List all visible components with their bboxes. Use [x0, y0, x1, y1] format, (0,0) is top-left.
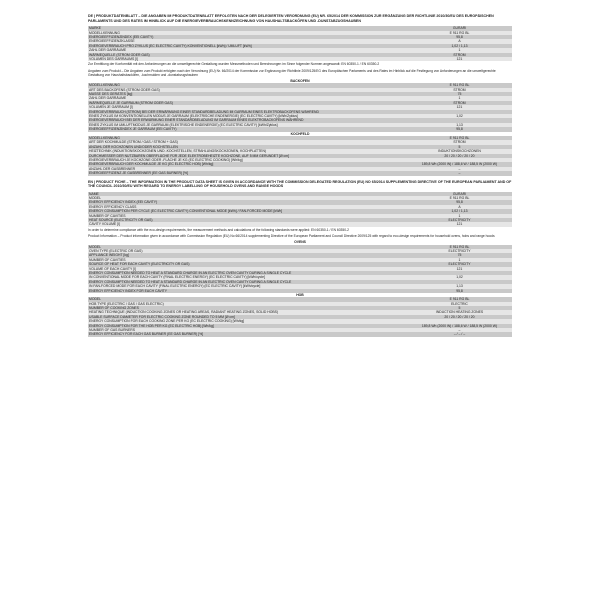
row-label: ENERGY EFFICIENCY INDEX FOR EACH CAVITY: [89, 288, 167, 293]
table-row: [88, 57, 512, 61]
row-label: ZAHL DER GARRÄUME: [89, 96, 127, 101]
row-label: NUMBER OF COOKING ZONES: [89, 306, 139, 311]
row-value: 1,13: [456, 284, 463, 289]
row-value: ELECTRIC: [451, 301, 468, 306]
row-label: VOLUMEN JE GARRAUM [l]: [89, 105, 133, 110]
row-label: ENERGIEVERBRAUCH JE KOCHZONE ODER -FLÄCHE JE KG (EC ELECTRIC COOKING) [Wh/kg]: [89, 157, 243, 162]
row-value: GURARI: [452, 26, 467, 31]
de-oven-section-title: BACKOFEN: [290, 78, 310, 83]
en-energy-label-table: [88, 192, 512, 227]
row-value: 121: [456, 222, 463, 227]
row-value: STROM: [453, 100, 466, 105]
row-label: USABLE SURFACE DIAMETER FOR ELECTRIC COOKING ZONE ROUNDED TO 5 MM [Ø cm]: [89, 314, 235, 319]
de-energy-label-table: [88, 26, 512, 61]
en-hob-table: [88, 297, 512, 337]
row-value: A: [458, 204, 461, 209]
row-label: ZAHL DER GARRÄUME: [89, 48, 127, 53]
row-label: WÄRMEQUELLE JE GARRAUM (STROM ODER GAS): [89, 100, 173, 105]
row-label: ENERGIEVERBRAUCH BEI DER ERWÄRMUNG EINER STANDARDBELADUNG IM GARRAUM EINES ELEKTROBACKOFENS WÄHREND: [89, 118, 304, 123]
row-value: 121: [456, 266, 463, 271]
row-value: E 911 RG BL: [449, 244, 470, 249]
row-value: 1,02: [456, 275, 463, 280]
row-value: – / – / –: [453, 332, 466, 337]
row-value: E 911 RG BL: [449, 297, 470, 302]
row-label: VOLUME OF EACH CAVITY [l]: [89, 266, 136, 271]
row-label: ENERGY CONSUMPTION NEEDED TO HEAT A STANDARD CHARGE IN AN ELECTRIC OVEN CAVITY DURING A SINGLE CYCLE: [89, 270, 292, 275]
row-label: NUMBER OF CAVITIES: [89, 257, 126, 262]
row-label: EINES ZYKLUS IM UMLUFTMODUS JE GARRAUM (ELEKTRISCHE ENDENERGIE) (EC ELECTRIC CAVITY) [kWh/Zyklus]: [89, 122, 278, 127]
de-hob-table: [88, 136, 512, 176]
row-value: E 911 RG BL: [449, 30, 470, 35]
de-header: DE | PRODUKTDATENBLATT – DIE ANGABEN IM PRODUKTDATENBLATT ERFOLGTEN NACH DER DELEGIERTEN VERORDNUNG (EU) NR. 65/2014 DER KOMMISSION ZUR ERGÄNZUNG DER RICHTLINIE 2010/30/EU DES EUROPÄISCHEN PARLAMENTS UND DES RATES IM HINBLICK AUF DIE ENERGIEVERBRAUCHSKENNZEICHNUNG VON HAUSHALTSBACKÖFEN UND -DUNSTABZUGSHAUBEN: [88, 14, 494, 23]
row-label: MODEL: [89, 196, 102, 201]
row-label: ENERGY CONSUMPTION PER CYCLE (EC ELECTRIC CAVITY) CONVENTIONAL MODE [kWh] / FAN-FORCED MODE [kWh]: [89, 209, 283, 214]
row-label: MODELLKENNUNG: [89, 136, 120, 140]
de-oven-table: [88, 83, 512, 131]
row-label: MASSE DES GERÄTES [kg]: [89, 92, 133, 97]
en-header: EN | PRODUCT FICHE – THE INFORMATION IN THE PRODUCT DATA SHEET IS GIVEN IN ACCORDANCE WITH THE COMMISSION DELEGATED REGULATION (EU) NO 65/2014 SUPPLEMENTING DIRECTIVE OF THE EUROPEAN PARLIAMENT AND OF THE COUNCIL 2010/30/EU WITH REGARD TO ENERGY LABELLING OF HOUSEHOLD OVENS AND RANGE HOODS: [88, 179, 512, 189]
row-label: MARKE: [89, 26, 102, 31]
row-value: 189,8 Wh (2000 W) / 188,6 W / 188,5 W (2000 W): [421, 323, 498, 328]
row-value: A: [458, 39, 461, 44]
row-label: ANZAHL DER KOCHZONEN UND/ODER KOCHSTELLEN: [89, 144, 178, 149]
row-value: STROM: [453, 87, 466, 92]
row-label: VOLUMEN DES GARRAUMS [l]: [89, 56, 138, 61]
row-value: E 911 RG BL: [449, 196, 470, 201]
row-label: WÄRMEQUELLE (STROM ODER GAS): [89, 52, 150, 57]
row-label: HEATING TECHNIQUE (INDUCTION COOKING ZONES OR HEATING AREAS, RADIANT HEATING ZONES, SOLID HOBS): [89, 310, 279, 315]
en-hob-section-title: HOB: [296, 292, 304, 297]
row-label: IN CONVENTIONAL MODE FOR EACH CAVITY (FINAL ELECTRIC ENERGY) (EC ELECTRIC CAVITY) [kWh/cycle]: [89, 275, 265, 280]
row-label: SOURCE OF HEAT FOR EACH CAVITY (ELECTRICITY OR GAS): [89, 262, 190, 267]
row-label: ENERGIEVERBRAUCH (STROM) BEI DER ERWÄRMUNG EINER STANDARDBELADUNG IM GARRAUM EINES ELEKTROBACKOFENS WÄHREND: [89, 109, 319, 114]
de-hob-section-title: KOCHFELD: [290, 131, 310, 136]
row-label: ART DER KOCHMULDE (STROM / GAS / STROM + GAS): [89, 140, 178, 145]
row-label: ENERGIEEFFIZIENZINDEX (EEI CAVITY): [89, 34, 154, 39]
row-label: EINES ZYKLUS IM KONVENTIONELLEN MODUS JE GARRAUM (ELEKTRISCHE ENDENERGIE) (EC ELECTRIC CAVITY) [kWh/Zyklus]: [89, 114, 298, 119]
row-label: MODELLKENNUNG: [89, 30, 120, 35]
row-label: NUMBER OF GAS BURNERS: [89, 328, 135, 333]
row-value: 5: [458, 306, 461, 311]
table-row: [88, 332, 512, 336]
row-value: E 911 RG BL: [449, 83, 470, 88]
row-value: 20 / 20 / 20 / 20 / 20: [444, 153, 475, 158]
row-value: 189,8 Wh (2000 W) / 188,6 W / 188,5 W (2000 W): [421, 162, 498, 167]
row-label: ENERGY EFFICIENCY INDEX (EEI CAVITY): [89, 200, 158, 205]
de-product-info-note: Angaben zum Produkt – Die Angaben zum Produkt erfolgten nach der Verordnung (EU) Nr. 66/2014 der Kommission zur Ergänzung der Richtlinie 2009/125/EG des Europäischen Parlaments und des Rates im Hinblick auf die Festlegung von Anforderungen an die umweltgerechte Gestaltung von Haushaltsbacköfen, -kochmulden und -dunstabzugshauben: [88, 68, 496, 77]
row-value: STROM: [453, 140, 466, 145]
row-label: OVEN TYPE (ELECTRIC OR GAS): [89, 249, 143, 254]
row-label: ENERGY EFFICIENCY FOR EACH GAS BURNER (EE GAS BURNER) [%]: [89, 332, 204, 337]
row-label: CAVITY VOLUME [l]: [89, 222, 120, 227]
table-row: [88, 127, 512, 131]
row-label: ENERGIEVERBRAUCH PRO ZYKLUS (EC ELECTRIC CAVITY) KONVENTIONELL [kWh] / UMLUFT [kWh]: [89, 43, 252, 48]
row-label: HEIZTECHNIK (INDUKTIONSKOCHZONEN UND -KOCHSTELLEN, STRAHLUNGSKOCHZONEN, KOCHPLATTEN): [89, 149, 267, 154]
row-value: 5: [458, 144, 461, 149]
row-value: 75: [457, 253, 462, 258]
row-value: 1,13: [456, 122, 463, 127]
row-value: 1: [458, 48, 461, 53]
row-label: MODEL: [89, 244, 102, 249]
row-label: ENERGIEEFFIZIENZ JE GASBRENNER (EE GAS BURNER) [%]: [89, 171, 188, 176]
table-row: [88, 222, 512, 226]
en-oven-section-title: OVENS: [294, 240, 306, 245]
row-value: 1,02: [456, 114, 463, 119]
row-value: E 911 RG BL: [449, 136, 470, 140]
row-label: ENERGY CONSUMPTION FOR THE HOB PER KG (EC ELECTRIC HOB) [Wh/kg]: [89, 323, 214, 328]
table-row: [88, 171, 512, 175]
row-value: 121: [456, 105, 463, 110]
product-fiche-page: [88, 14, 512, 337]
row-value: 1,02 / 1,13: [451, 43, 468, 48]
row-value: STROM: [453, 52, 466, 57]
row-value: ELECTRICITY: [448, 218, 471, 223]
row-value: 1: [458, 257, 461, 262]
row-value: 1,02 / 1,13: [451, 209, 468, 214]
de-standards-note: Zur Ermittlung der Konformität mit den Anforderungen an die umweltgerechte Gestaltung wurden Messmethoden und Berechnungen im Sinne folgender Normen angewandt: EN 60350-1 / EN 60350-2: [88, 62, 380, 67]
row-label: NAME: [89, 191, 99, 196]
en-product-info-note: Product Information – Product information given in accordance with Commission Regulation (EU) No 66/2014 supplementing Directive of the European Parliament and Council Directive 2009/125 with regard to eco-design requirements for household ovens, hobs and range hoods: [88, 234, 495, 239]
row-value: INDUKTIONSKOCHZONEN: [438, 149, 481, 154]
row-value: GURARI: [452, 191, 467, 196]
row-value: 95,8: [456, 127, 463, 132]
en-oven-table: [88, 245, 512, 293]
row-value: –: [458, 171, 461, 176]
row-value: ELECTRICITY: [448, 249, 471, 254]
row-label: ENERGY EFFICIENCY CLASS: [89, 204, 137, 209]
row-label: ENERGIEEFFIZIENZINDEX JE GARRAUM (EEI CAVITY): [89, 127, 177, 132]
row-value: 95,8: [456, 34, 463, 39]
row-value: 1: [458, 96, 461, 101]
en-standards-note: In order to determine compliance with the eco-design requirements, the measurement methods and calculations of the following standards were applied: EN 60350-1 / EN 60350-2: [88, 227, 349, 232]
row-label: NUMBER OF CAVITIES: [89, 213, 126, 218]
row-label: MODELLKENNUNG: [89, 83, 120, 88]
row-label: ENERGY CONSUMPTION NEEDED TO HEAT A STANDARD CHARGE IN AN ELECTRIC OVEN CAVITY DURING A SINGLE CYCLE: [89, 279, 292, 284]
row-label: DURCHMESSER DER NUTZBAREN OBERFLÄCHE FÜR JEDE ELEKTROBEHEIZTE KOCHZONE, AUF 5 MM GERUNDET [Ø cm]: [89, 153, 290, 158]
row-value: 95,8: [456, 200, 463, 205]
row-label: HOB TYPE (ELECTRIC / GAS / GAS ELECTRIC): [89, 301, 164, 306]
row-value: ELECTRICITY: [448, 262, 471, 267]
row-label: ENERGIEVERBRAUCH DER KOCHMULDE JE KG (EC ELECTRIC HOB) [Wh/kg]: [89, 162, 214, 167]
row-value: –: [458, 328, 461, 333]
row-label: HEAT SOURCE (ELECTRICITY OR GAS): [89, 218, 153, 223]
row-label: APPLIANCE WEIGHT [kg]: [89, 253, 129, 258]
row-label: ENERGY CONSUMPTION FOR EACH COOKING ZONE PER KG (EC ELECTRIC COOKING) [Wh/kg]: [89, 319, 245, 324]
row-value: 95,8: [456, 288, 463, 293]
row-value: 20 / 20 / 20 / 20 / 20: [444, 314, 475, 319]
row-label: ART DES BACKOFENS (STROM ODER GAS): [89, 87, 160, 92]
row-value: INDUCTION HEATING ZONES: [435, 310, 484, 315]
row-value: 1: [458, 213, 461, 218]
row-value: 75: [457, 92, 462, 97]
row-label: IN FAN-FORCED MODE FOR EACH CAVITY (FINAL ELECTRIC ENERGY) (EC ELECTRIC CAVITY) [kWh/cycle]: [89, 284, 261, 289]
row-label: ANZAHL DER GASBRENNER: [89, 166, 136, 171]
row-label: MODEL: [89, 297, 102, 302]
row-label: ENERGIEEFFIZIENZKLASSE: [89, 39, 135, 44]
row-value: 121: [456, 56, 463, 61]
row-value: –: [458, 166, 461, 171]
